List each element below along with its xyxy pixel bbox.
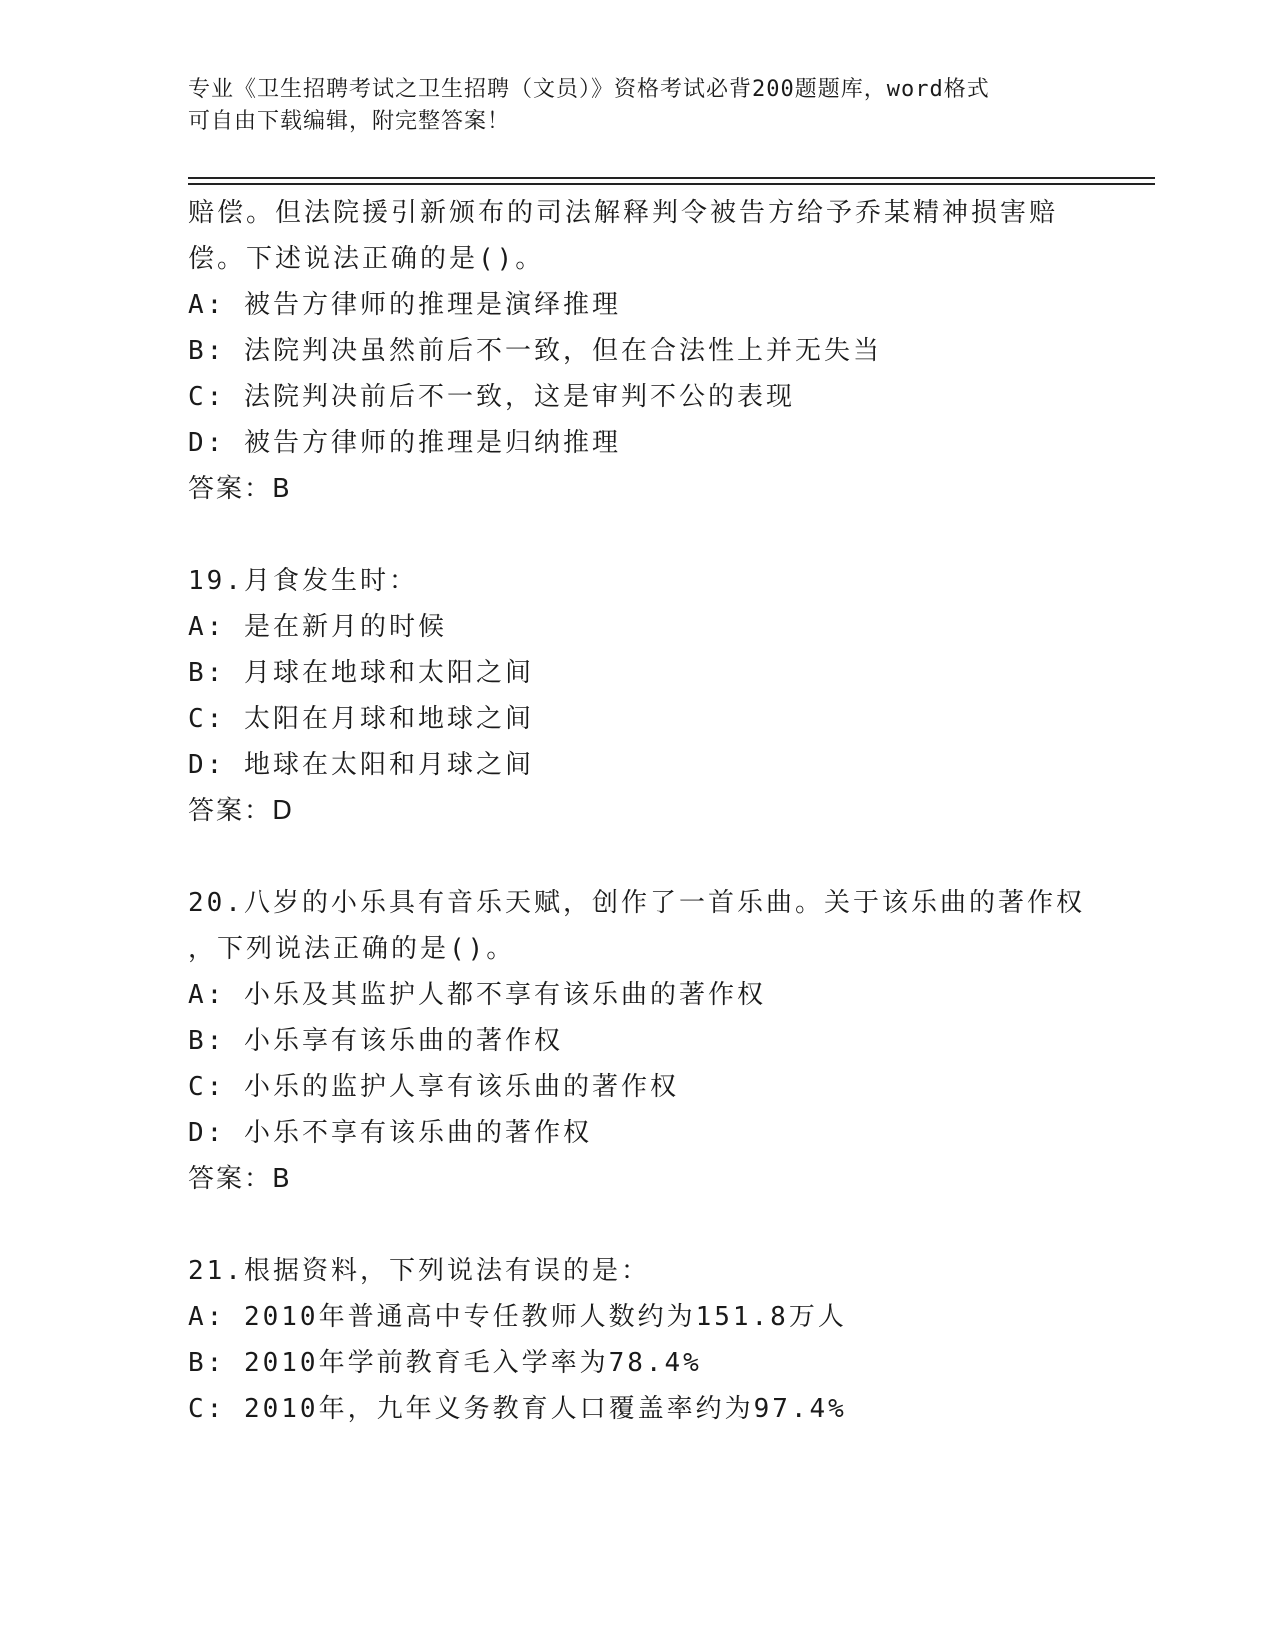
spacer: [188, 834, 1088, 880]
spacer: [188, 512, 1088, 558]
option-b: B: 月球在地球和太阳之间: [188, 658, 534, 688]
question-21: [188, 1248, 1088, 1432]
option-a: A: 2010年普通高中专任教师人数约为151.8万人: [188, 1302, 847, 1332]
question-20: [188, 880, 1088, 1202]
header-divider-top: [188, 177, 1155, 179]
answer-label: 答案：D: [188, 796, 295, 826]
option-b: B: 小乐享有该乐曲的著作权: [188, 1026, 563, 1056]
option-c: C: 2010年，九年义务教育人口覆盖率约为97.4%: [188, 1394, 847, 1424]
question-stem: 赔偿。但法院援引新颁布的司法解释判令被告方给予乔某精神损害赔: [188, 198, 1059, 228]
question-stem: 19.月食发生时：: [188, 566, 418, 596]
header-divider-bottom: [188, 183, 1155, 185]
header-title-line-2: 可自由下载编辑，附完整答案！: [188, 109, 511, 134]
option-b: B: 法院判决虽然前后不一致，但在合法性上并无失当: [188, 336, 882, 366]
document-header: [188, 74, 1088, 138]
question-19: [188, 558, 1088, 834]
question-stem: 21.根据资料，下列说法有误的是：: [188, 1256, 650, 1286]
option-a: A: 被告方律师的推理是演绎推理: [188, 290, 621, 320]
header-title-line-1: 专业《卫生招聘考试之卫生招聘（文员）》资格考试必背200题题库，word格式: [188, 77, 990, 102]
option-d: D: 地球在太阳和月球之间: [188, 750, 534, 780]
option-c: C: 小乐的监护人享有该乐曲的著作权: [188, 1072, 679, 1102]
option-a: A: 小乐及其监护人都不享有该乐曲的著作权: [188, 980, 766, 1010]
option-c: C: 太阳在月球和地球之间: [188, 704, 534, 734]
option-c: C: 法院判决前后不一致，这是审判不公的表现: [188, 382, 795, 412]
spacer: [188, 1202, 1088, 1248]
question-list: [188, 190, 1088, 1432]
question-18: [188, 190, 1088, 512]
answer-label: 答案：B: [188, 1164, 292, 1194]
option-a: A: 是在新月的时候: [188, 612, 447, 642]
question-stem: 20.八岁的小乐具有音乐天赋，创作了一首乐曲。关于该乐曲的著作权: [188, 888, 1085, 918]
answer-label: 答案：B: [188, 474, 292, 504]
option-d: D: 被告方律师的推理是归纳推理: [188, 428, 621, 458]
option-d: D: 小乐不享有该乐曲的著作权: [188, 1118, 592, 1148]
question-stem: 偿。下述说法正确的是()。: [188, 244, 545, 274]
question-stem: ，下列说法正确的是()。: [188, 934, 516, 964]
option-b: B: 2010年学前教育毛入学率为78.4%: [188, 1348, 702, 1378]
